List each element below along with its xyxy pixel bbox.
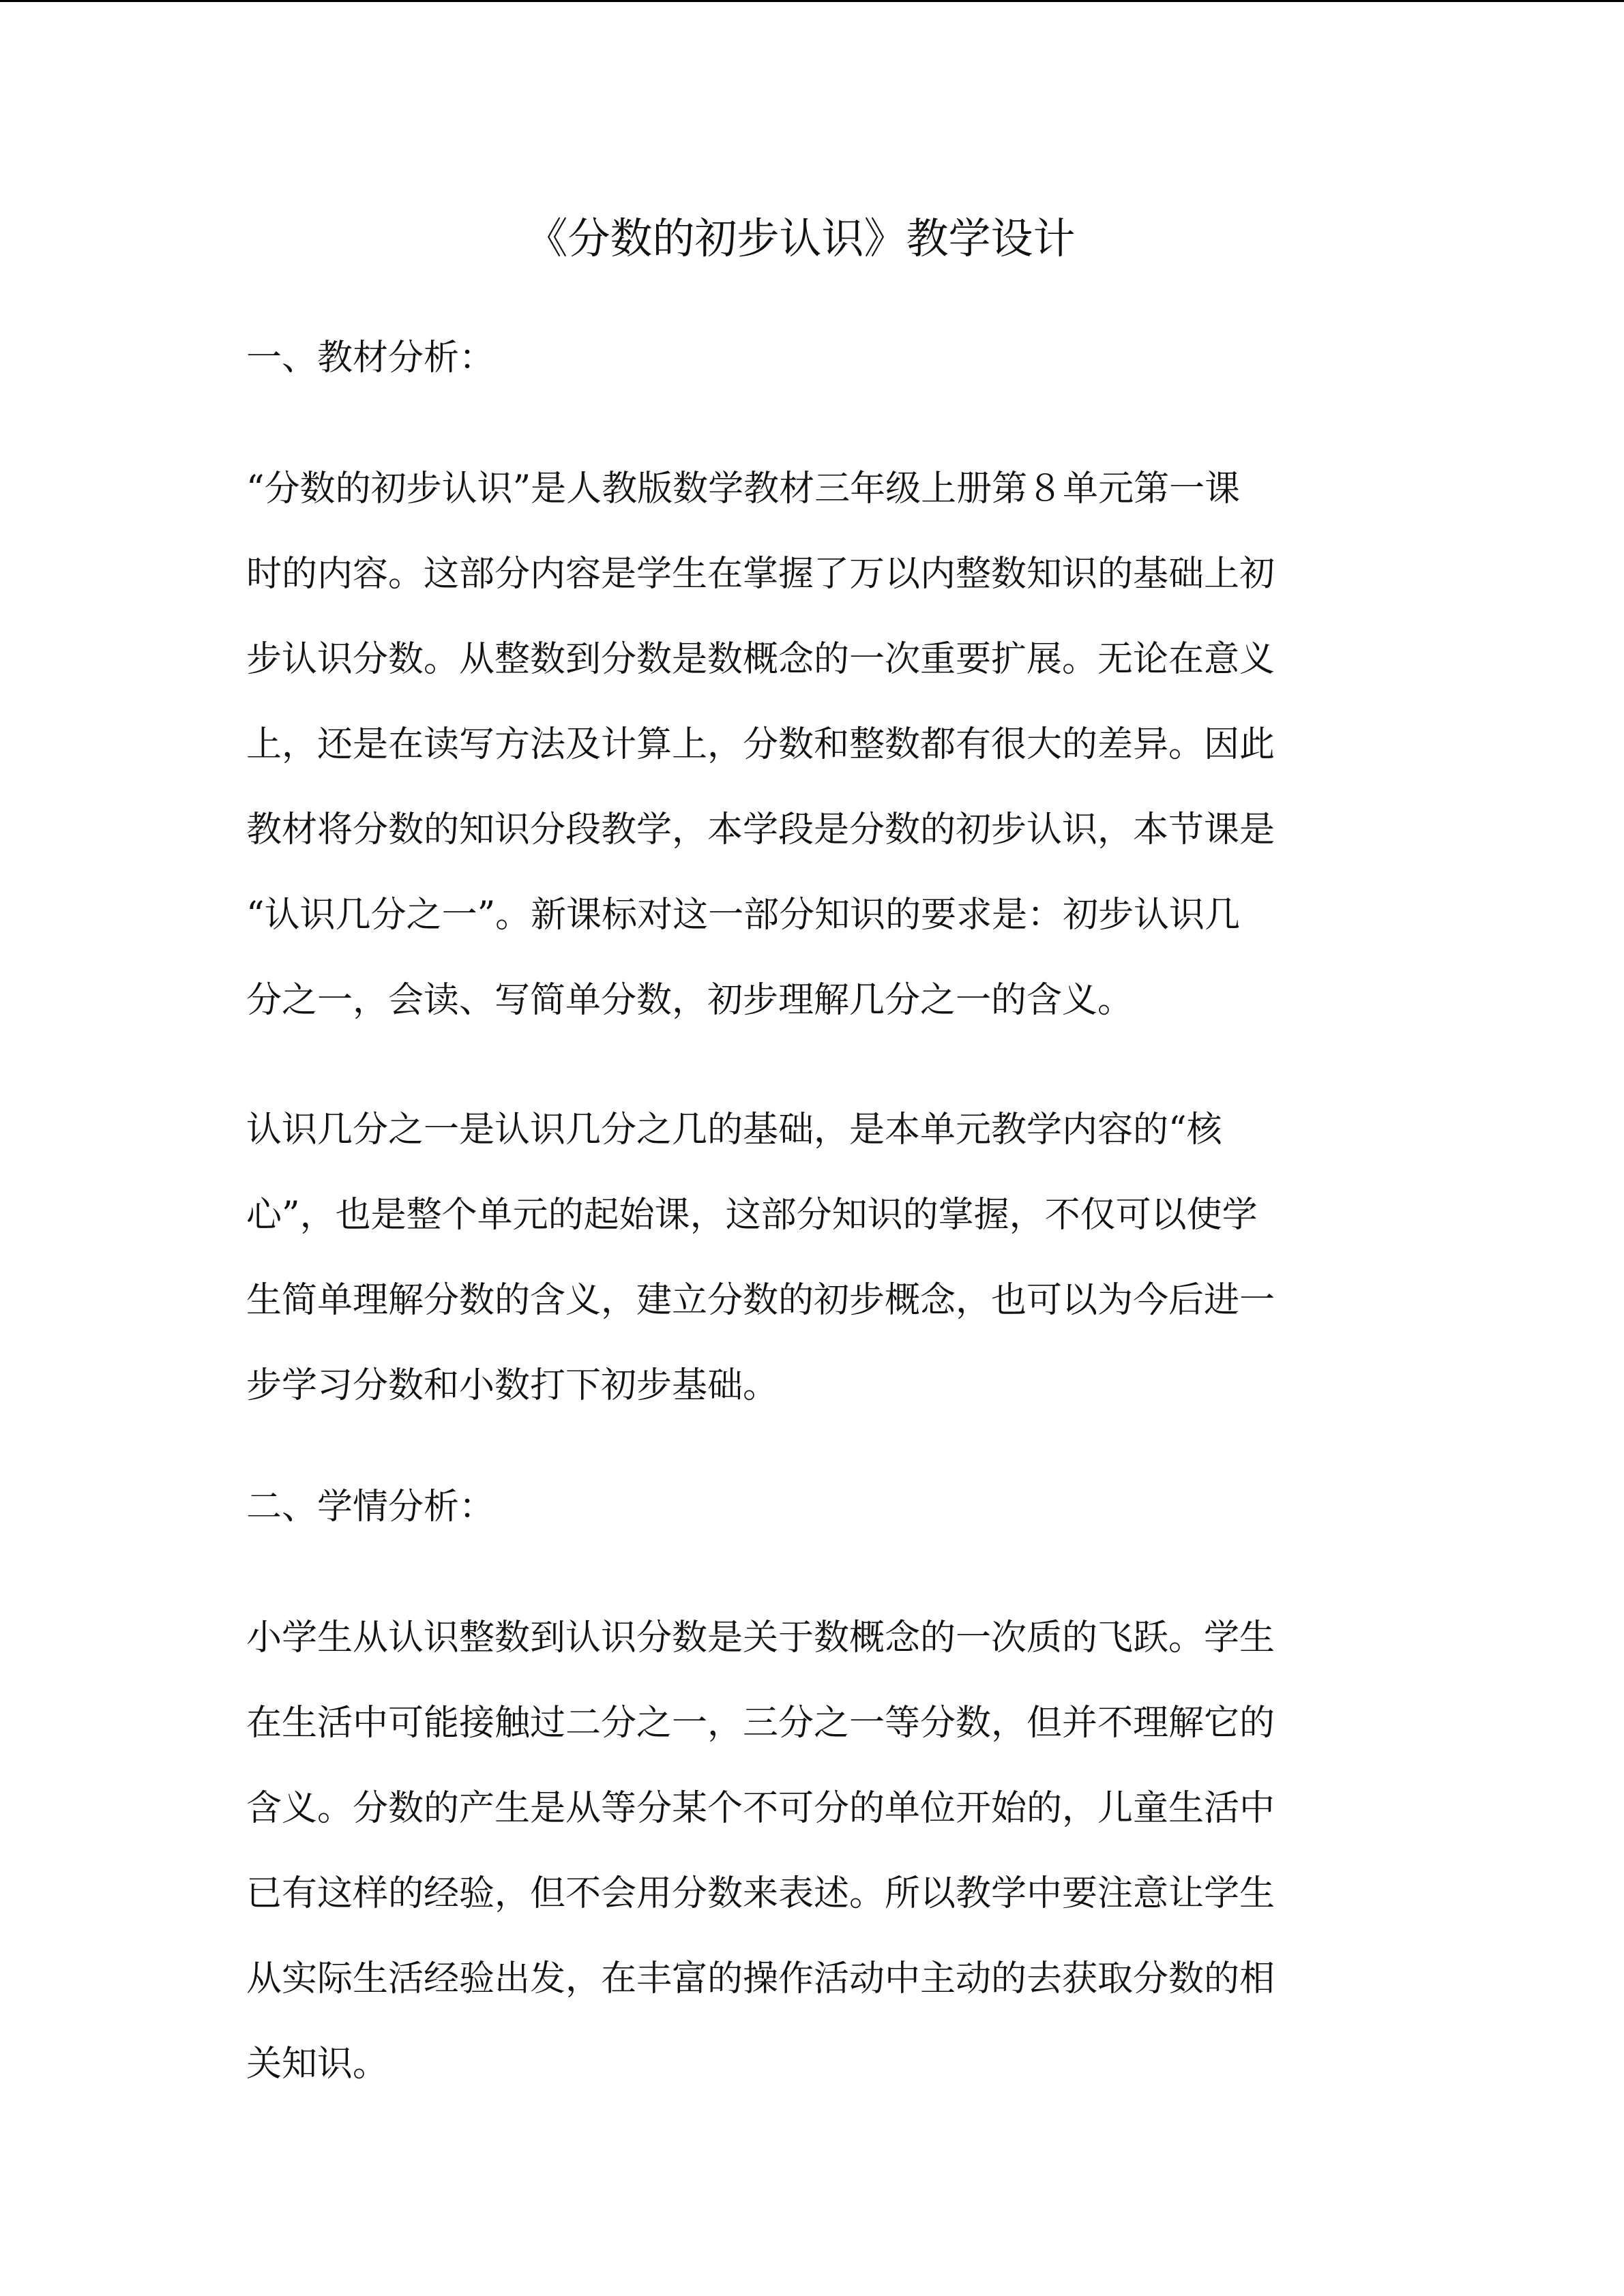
text-line: 从实际生活经验出发，在丰富的操作活动中主动的去获取分数的相 — [246, 1958, 1275, 1999]
text-line: 关知识。 — [246, 2044, 389, 2085]
text-line: 步学习分数和小数打下初步基础。 — [246, 1365, 779, 1406]
paragraph — [246, 1088, 1355, 1429]
paragraph — [246, 1596, 1355, 2107]
section-heading: 二、学情分析： — [246, 1487, 495, 1527]
text-line: 步认识分数。从整数到分数是数概念的一次重要扩展。无论在意义 — [246, 639, 1275, 680]
text-line: 生简单理解分数的含义，建立分数的初步概念，也可以为今后进一 — [246, 1280, 1275, 1321]
document-title: 《分数的初步认识》教学设计 — [525, 213, 1076, 263]
section-student-analysis — [246, 1473, 1355, 2107]
text-line: 含义。分数的产生是从等分某个不可分的单位开始的，儿童生活中 — [246, 1788, 1275, 1829]
text-line: “分数的初步认识”是人教版数学教材三年级上册第８单元第一课 — [246, 468, 1241, 509]
text-line: 心”，也是整个单元的起始课，这部分知识的掌握，不仅可以使学 — [246, 1195, 1258, 1236]
section-heading: 一、教材分析： — [246, 338, 495, 378]
text-line: 分之一，会读、写简单分数，初步理解几分之一的含义。 — [246, 980, 1134, 1021]
section-textbook-analysis — [246, 324, 1355, 1429]
document-page — [246, 205, 1355, 2151]
text-line: “认识几分之一”。新课标对这一部分知识的要求是：初步认识几 — [246, 895, 1241, 936]
text-line: 在生活中可能接触过二分之一，三分之一等分数，但并不理解它的 — [246, 1703, 1275, 1744]
paragraph — [246, 447, 1355, 1043]
text-line: 小学生从认识整数到认识分数是关于数概念的一次质的飞跃。学生 — [246, 1617, 1275, 1658]
text-line: 认识几分之一是认识几分之几的基础，是本单元教学内容的“核 — [246, 1109, 1222, 1150]
text-line: 已有这样的经验，但不会用分数来表述。所以教学中要注意让学生 — [246, 1873, 1275, 1914]
text-line: 教材将分数的知识分段教学，本学段是分数的初步认识，本节课是 — [246, 809, 1275, 850]
text-line: 上，还是在读写方法及计算上，分数和整数都有很大的差异。因此 — [246, 724, 1275, 765]
page-top-border — [0, 0, 1624, 2]
text-line: 时的内容。这部分内容是学生在掌握了万以内整数知识的基础上初 — [246, 554, 1275, 595]
